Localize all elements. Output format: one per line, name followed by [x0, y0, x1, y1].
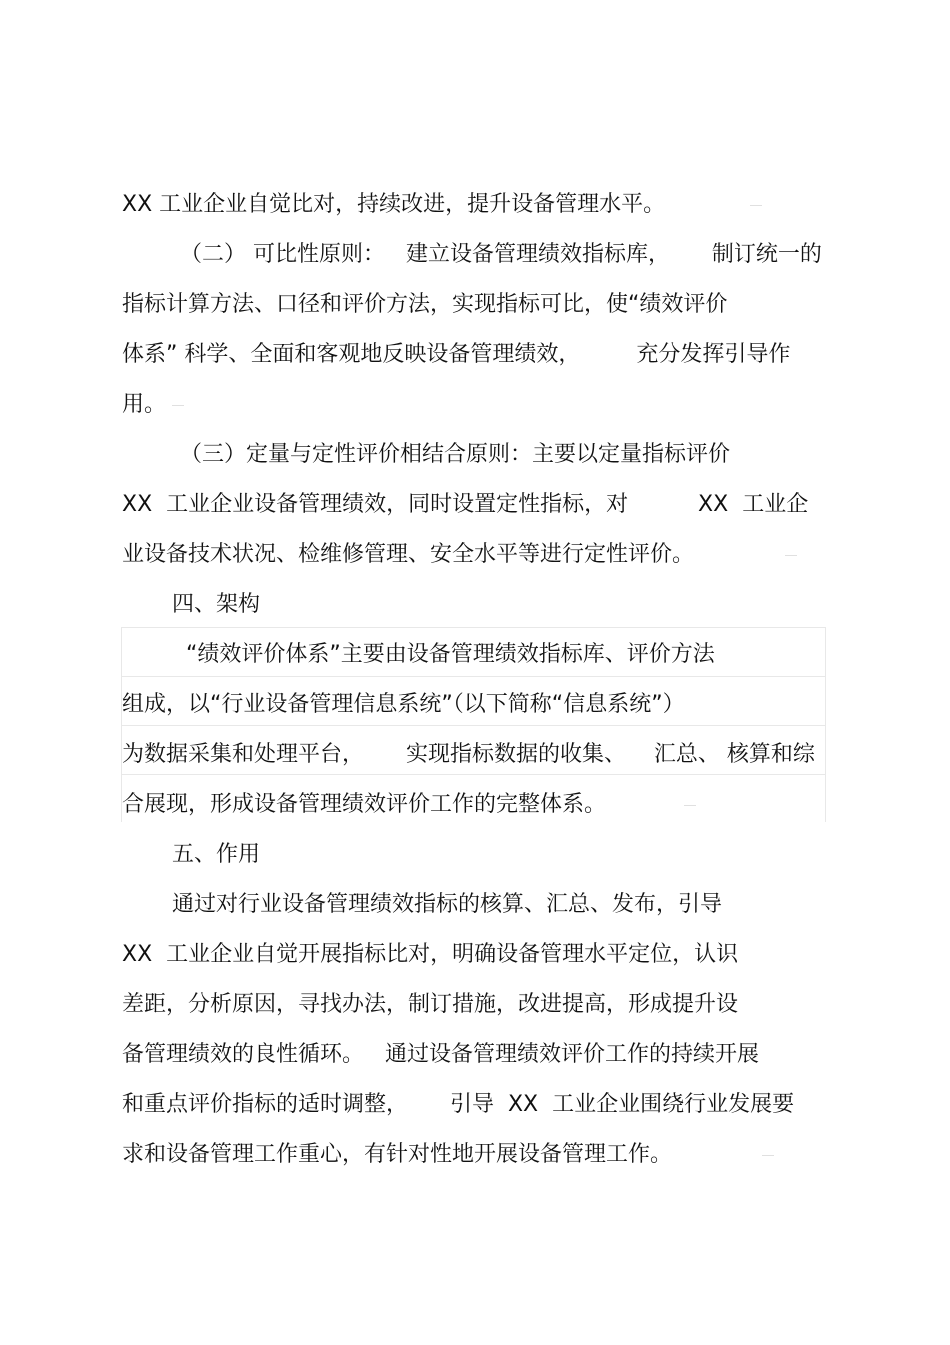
paragraph-end-mark [750, 205, 762, 206]
text-line: 合展现，形成设备管理绩效评价工作的完整体系。 [122, 792, 607, 817]
section-heading-role: 五、作用 [172, 842, 261, 867]
text-line: 差距，分析原因，寻找办法，制订措施，改进提高，形成提升设 [122, 992, 739, 1017]
text-line: 用。 [122, 392, 167, 417]
section-heading-framework: 四、架构 [172, 592, 261, 617]
text-line: 和重点评价指标的适时调整， 引导 XX 工业企业围绕行业发展要 [122, 1092, 795, 1117]
text-line: XX 工业企业设备管理绩效，同时设置定性指标，对 XX 工业企 [122, 492, 809, 517]
paragraph-end-mark [684, 805, 696, 806]
text-line: “绩效评价体系”主要由设备管理绩效指标库、评价方法 [186, 642, 715, 667]
text-line: 通过对行业设备管理绩效指标的核算、汇总、发布，引导 [172, 892, 723, 917]
paragraph-end-mark [762, 1155, 774, 1156]
text-line: XX 工业企业自觉开展指标比对，明确设备管理水平定位，认识 [122, 942, 739, 967]
text-line: 备管理绩效的良性循环。 通过设备管理绩效评价工作的持续开展 [122, 1042, 759, 1067]
text-line: 组成，以“行业设备管理信息系统”（以下简称“信息系统”） [122, 692, 685, 717]
paragraph-end-mark [785, 555, 797, 556]
text-line: 指标计算方法、口径和评价方法，实现指标可比，使“绩效评价 [122, 292, 728, 317]
section-heading-comparability: （二） 可比性原则： 建立设备管理绩效指标库， 制订统一的 [180, 242, 822, 267]
section-heading-quantitative: （三）定量与定性评价相结合原则：主要以定量指标评价 [180, 442, 731, 467]
text-line: 体系” 科学、全面和客观地反映设备管理绩效， 充分发挥引导作 [122, 342, 791, 367]
text-line: 为数据采集和处理平台， 实现指标数据的收集、 汇总、 核算和综 [122, 742, 815, 767]
paragraph-end-mark [172, 405, 184, 406]
text-line: 业设备技术状况、检维修管理、安全水平等进行定性评价。 [122, 542, 695, 567]
text-line: XX 工业企业自觉比对，持续改进，提升设备管理水平。 [122, 192, 666, 217]
text-line: 求和设备管理工作重心，有针对性地开展设备管理工作。 [122, 1142, 673, 1167]
